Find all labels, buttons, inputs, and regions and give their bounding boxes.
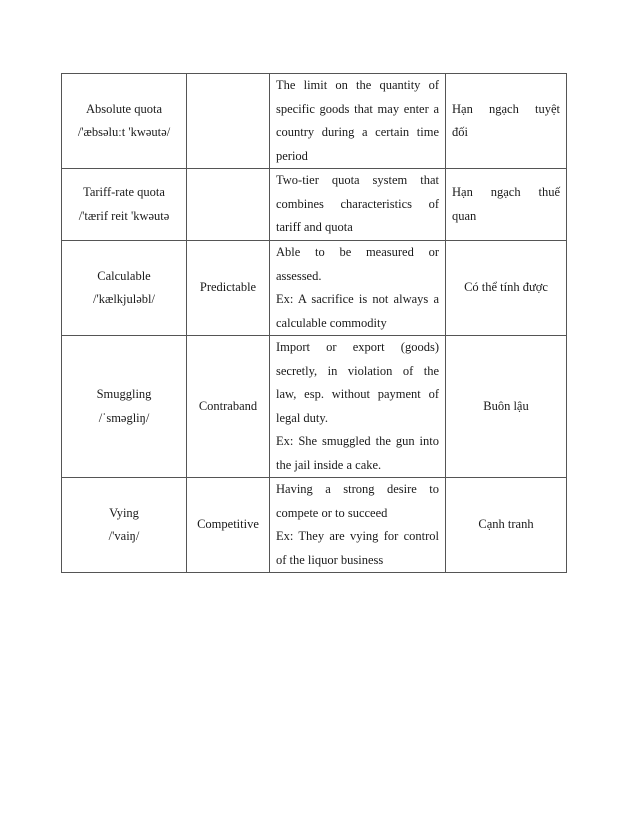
definition-line: Able to be measured or xyxy=(276,245,439,259)
vietnamese-line: Hạn ngạch thuế xyxy=(452,185,560,199)
vietnamese-line: Buôn lậu xyxy=(483,398,529,413)
term-cell xyxy=(62,336,187,478)
synonym-cell xyxy=(187,74,270,169)
vietnamese-line: Hạn ngạch tuyệt xyxy=(452,101,560,116)
definition-line: secretly, in violation of the xyxy=(276,363,439,378)
synonym-cell: Predictable xyxy=(187,241,270,336)
vietnamese-line: quan xyxy=(452,208,477,223)
definition-line: Ex: They are vying for control xyxy=(276,529,439,543)
term-word: Tariff-rate quota xyxy=(83,185,165,199)
term-word: Absolute quota xyxy=(85,101,163,116)
definition-cell xyxy=(270,74,446,169)
definition-line: Two-tier quota system that xyxy=(276,173,439,188)
definition-line: combines characteristics of xyxy=(276,196,439,211)
term-pronunciation: /ˈsməgliŋ/ xyxy=(98,410,150,425)
vietnamese-cell xyxy=(446,336,567,478)
definition-line: calculable commodity xyxy=(276,315,387,330)
definition-cell xyxy=(270,336,446,478)
definition-line: compete or to succeed xyxy=(276,505,388,520)
definition-line: legal duty. xyxy=(276,410,328,425)
definition-line: Ex: She smuggled the gun into xyxy=(276,434,439,448)
term-pronunciation: /'tærif reit 'kwəutə xyxy=(78,208,170,223)
table-row xyxy=(62,169,567,241)
definition-line: Ex: A sacrifice is not always a xyxy=(276,292,439,306)
term-cell xyxy=(62,241,187,336)
definition-line: the jail inside a cake. xyxy=(276,457,382,472)
definition-line: Having a strong desire to xyxy=(276,482,439,496)
definition-line: country during a certain time xyxy=(276,125,439,139)
table-row xyxy=(62,74,567,169)
table-row xyxy=(62,241,567,336)
synonym-cell: Contraband xyxy=(187,336,270,478)
definition-line: Import or export (goods) xyxy=(276,340,439,354)
term-cell xyxy=(62,169,187,241)
vietnamese-cell xyxy=(446,74,567,169)
definition-line: specific goods that may enter a xyxy=(276,101,439,116)
definition-cell xyxy=(270,478,446,573)
table-row xyxy=(62,336,567,478)
vietnamese-line: đối xyxy=(452,125,468,139)
vocabulary-table xyxy=(61,73,567,573)
synonym-cell: Competitive xyxy=(187,478,270,573)
vietnamese-line: Cạnh tranh xyxy=(478,517,534,532)
term-pronunciation: /'vaiŋ/ xyxy=(108,529,140,543)
table-row xyxy=(62,478,567,573)
term-cell xyxy=(62,478,187,573)
term-word: Calculable xyxy=(97,268,151,283)
definition-cell xyxy=(270,169,446,241)
term-pronunciation: /'kælkjuləbl/ xyxy=(93,292,155,306)
definition-cell xyxy=(270,241,446,336)
definition-line: period xyxy=(276,148,308,163)
term-word: Vying xyxy=(109,505,139,520)
definition-line: law, esp. without payment of xyxy=(276,387,439,401)
vietnamese-cell xyxy=(446,169,567,241)
vietnamese-cell xyxy=(446,241,567,336)
synonym-cell xyxy=(187,169,270,241)
term-word: Smuggling xyxy=(96,387,152,401)
vietnamese-line: Có thể tính được xyxy=(464,280,548,295)
term-cell xyxy=(62,74,187,169)
definition-line: of the liquor business xyxy=(276,552,384,567)
definition-line: assessed. xyxy=(276,268,322,283)
term-pronunciation: /'æbsəluːt 'kwəutə/ xyxy=(77,125,171,139)
definition-line: The limit on the quantity of xyxy=(276,78,439,92)
definition-line: tariff and quota xyxy=(276,220,353,235)
vietnamese-cell xyxy=(446,478,567,573)
